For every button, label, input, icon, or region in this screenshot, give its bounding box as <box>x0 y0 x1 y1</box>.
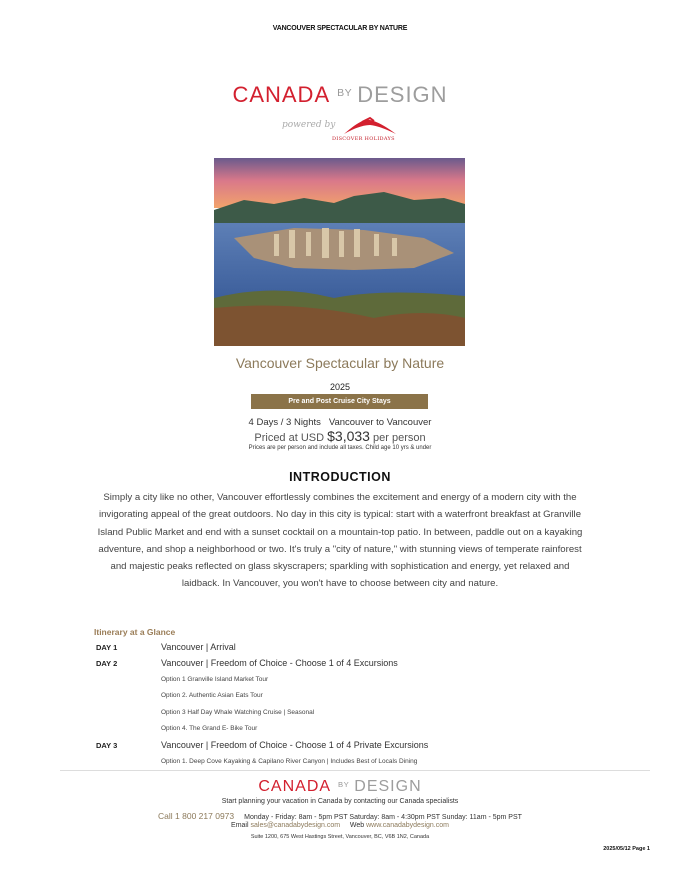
day-option: Option 1 Granville Island Market Tour <box>161 676 269 683</box>
brand-logo <box>0 82 680 108</box>
day-description: Vancouver | Arrival <box>161 642 236 652</box>
day-option: Option 3 Half Day Whale Watching Cruise | Seasonal <box>161 709 315 716</box>
trip-year: 2025 <box>329 382 351 392</box>
footer-links <box>0 822 680 829</box>
footer-address: Suite 1200, 675 West Hastings Street, Vancouver, BC, V6B 1N2, Canada <box>250 834 430 840</box>
route-text: Vancouver to Vancouver <box>328 417 432 428</box>
day-option: Option 1. Deep Cove Kayaking & Capilano River Canyon | Includes Best of Locals Dining <box>161 758 418 765</box>
email-label: Email <box>231 822 249 829</box>
intro-body: Simply a city like no other, Vancouver effortlessly combines the excitement and energy of a modern city with the invigorating appeal of the great outdoors. No day in this city is typical: start with a waterfront breakfast at Granville Island Public Market and end with a sunset cocktail on a mountain-top patio. In between, paddle out on a kayaking adventure, and shop a neighborhood or two. It's truly a "city of nature," with stunning views of temperate rainforest and majestic peaks reflected on glass skyscrapers; sparkling with sophistication and energy, yet relaxed and laidback. In Vancouver, you won't have to choose between city and nature. <box>97 492 583 590</box>
duration-text: 4 Days / 3 Nights <box>248 417 321 428</box>
logo-design: DESIGN <box>357 82 448 107</box>
powered-by-text: powered by <box>282 120 336 130</box>
price-prefix: Priced at USD <box>254 432 325 444</box>
trip-category-banner: Pre and Post Cruise City Stays <box>251 394 428 409</box>
price-fine-print: Prices are per person and include all taxes. Child age 10 yrs & under <box>248 445 432 451</box>
trip-title: Vancouver Spectacular by Nature <box>235 355 445 371</box>
logo-by: BY <box>337 87 353 100</box>
page-stamp: 2025/05/12 Page 1 <box>603 846 650 852</box>
footer-tagline: Start planning your vacation in Canada by contacting our Canada specialists <box>221 798 459 805</box>
footer-divider <box>60 770 650 771</box>
day-option: Option 2. Authentic Asian Eats Tour <box>161 692 263 699</box>
footer-contact <box>0 811 680 821</box>
intro-heading: INTRODUCTION <box>289 470 391 484</box>
hero-image <box>214 158 465 346</box>
price-amount: $3,033 <box>327 428 370 444</box>
phone-link[interactable]: Call 1 800 217 0973 <box>158 811 235 821</box>
powered-by-logo <box>282 114 402 144</box>
office-hours: Monday - Friday: 8am - 5pm PST Saturday: 8am - 4:30pm PST Sunday: 11am - 5pm PST <box>244 814 522 821</box>
vancouver-skyline-image <box>214 158 465 346</box>
email-link[interactable]: sales@canadabydesign.com <box>250 822 341 829</box>
web-link[interactable]: www.canadabydesign.com <box>366 822 449 829</box>
day-description: Vancouver | Freedom of Choice - Choose 1 of 4 Excursions <box>161 658 398 668</box>
day-description: Vancouver | Freedom of Choice - Choose 1 of 4 Private Excursions <box>161 740 429 750</box>
day-label: DAY 3 <box>96 741 118 750</box>
logo-canada: CANADA <box>232 82 331 107</box>
day-label: DAY 1 <box>96 643 118 652</box>
logo-design: DESIGN <box>354 778 422 795</box>
discover-holidays-icon <box>340 116 400 136</box>
trip-price <box>0 428 680 444</box>
itinerary-heading: Itinerary at a Glance <box>94 627 176 637</box>
partner-name: DISCOVER HOLIDAYS <box>332 136 395 142</box>
web-label: Web <box>349 822 365 829</box>
price-suffix: per person <box>373 432 426 444</box>
logo-canada: CANADA <box>258 778 332 795</box>
day-option: Option 4. The Grand E- Bike Tour <box>161 725 258 732</box>
logo-by: BY <box>338 779 350 789</box>
footer-logo <box>0 778 680 796</box>
day-label: DAY 2 <box>96 659 118 668</box>
trip-duration <box>0 417 680 428</box>
document-title: VANCOUVER SPECTACULAR BY NATURE <box>272 25 408 32</box>
